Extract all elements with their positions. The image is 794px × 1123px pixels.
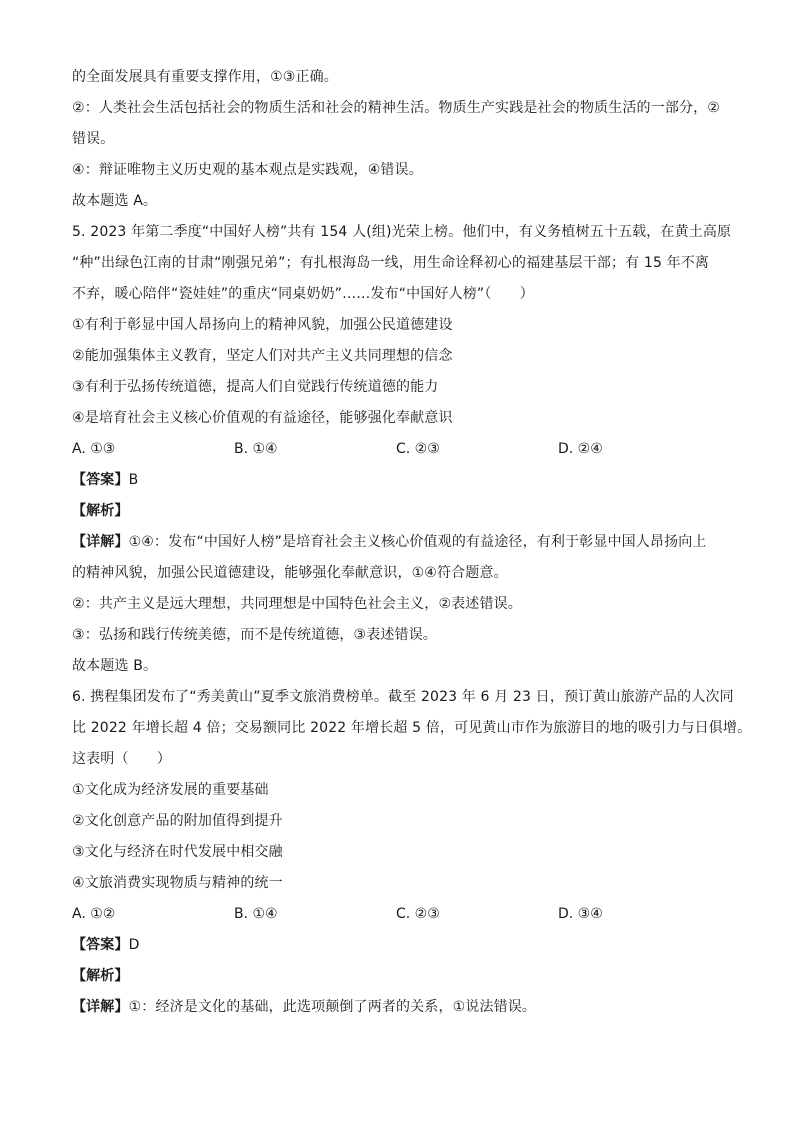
answer-value: D xyxy=(128,937,140,953)
question-6-options xyxy=(72,899,726,930)
question-5-stem: 不弃，暖心陪伴“瓷娃娃”的重庆“同桌奶奶”……发布“中国好人榜”（ ） xyxy=(72,286,534,302)
question-5-statement: ③有利于弘扬传统道德，提高人们自觉践行传统道德的能力 xyxy=(72,379,439,395)
question-5-answer xyxy=(72,465,726,496)
question-6-detail xyxy=(72,992,726,1023)
analysis-tag: 【解析】 xyxy=(72,503,129,519)
analysis-tag: 【解析】 xyxy=(72,968,129,984)
question-5-stem: 5. 2023 年第二季度“中国好人榜”共有 154 人(组)光荣上榜。他们中，有义务植树五十五载，在黄土高原 xyxy=(72,224,732,240)
detail-text: ①④：发布“中国好人榜”是培育社会主义核心价值观的有益途径，有利于彰显中国人昂扬向上 xyxy=(128,534,707,550)
question-5-stem: “种”出绿色江南的甘肃“刚强兄弟”；有扎根海岛一线，用生命诠释初心的福建基层干部；有 15 年不离 xyxy=(72,255,710,271)
question-6-stem: 比 2022 年增长超 4 倍；交易额同比 2022 年增长超 5 倍，可见黄山市作为旅游目的地的吸引力与日俱增。 xyxy=(72,720,752,736)
answer-value: B xyxy=(128,472,139,488)
question-6-statement: ①文化成为经济发展的重要基础 xyxy=(72,782,269,798)
question-5-detail: ②：共产主义是远大理想，共同理想是中国特色社会主义，②表述错误。 xyxy=(72,596,522,612)
answer-tag: 【答案】 xyxy=(72,472,129,488)
question-6-statement: ④文旅消费实现物质与精神的统一 xyxy=(72,875,283,891)
question-5-statement: ②能加强集体主义教育，坚定人们对共产主义共同理想的信念 xyxy=(72,348,453,364)
text-line: 的全面发展具有重要支撑作用，①③正确。 xyxy=(72,69,338,85)
option-d: D. ③④ xyxy=(558,906,603,922)
text-line: ④：辩证唯物主义历史观的基本观点是实践观，④错误。 xyxy=(72,162,423,178)
question-5-options xyxy=(72,434,726,465)
text-line: 故本题选 A。 xyxy=(72,193,158,209)
option-b: B. ①④ xyxy=(234,441,278,457)
question-5-detail: 的精神风貌，加强公民道德建设，能够强化奉献意识，①④符合题意。 xyxy=(72,565,508,581)
question-5-statement: ①有利于彰显中国人昂扬向上的精神风貌，加强公民道德建设 xyxy=(72,317,453,333)
text-line: 错误。 xyxy=(72,131,115,147)
detail-text: ①：经济是文化的基础，此选项颠倒了两者的关系，①说法错误。 xyxy=(128,999,537,1015)
question-5-analysis xyxy=(72,496,726,527)
option-d: D. ②④ xyxy=(558,441,603,457)
question-5-detail xyxy=(72,527,726,558)
question-6-stem: 6. 携程集团发布了“秀美黄山”夏季文旅消费榜单。截至 2023 年 6 月 23 日，预订黄山旅游产品的人次同 xyxy=(72,689,734,705)
question-6-statement: ②文化创意产品的附加值得到提升 xyxy=(72,813,283,829)
question-5-detail: 故本题选 B。 xyxy=(72,658,158,674)
text-line: ②：人类社会生活包括社会的物质生活和社会的精神生活。物质生产实践是社会的物质生活的一部分，② xyxy=(72,100,720,116)
option-b: B. ①④ xyxy=(234,906,278,922)
option-a: A. ①② xyxy=(72,906,116,922)
page-content xyxy=(72,62,752,1023)
detail-tag: 【详解】 xyxy=(72,534,129,550)
question-5-detail: ③：弘扬和践行传统美德，而不是传统道德，③表述错误。 xyxy=(72,627,437,643)
question-6-statement: ③文化与经济在时代发展中相交融 xyxy=(72,844,283,860)
answer-tag: 【答案】 xyxy=(72,937,129,953)
question-6-analysis xyxy=(72,961,726,992)
option-c: C. ②③ xyxy=(396,906,440,922)
option-a: A. ①③ xyxy=(72,441,116,457)
question-6-stem: 这表明（ ） xyxy=(72,751,172,767)
detail-tag: 【详解】 xyxy=(72,999,129,1015)
question-6-answer xyxy=(72,930,726,961)
option-c: C. ②③ xyxy=(396,441,440,457)
question-5-statement: ④是培育社会主义核心价值观的有益途径，能够强化奉献意识 xyxy=(72,410,453,426)
